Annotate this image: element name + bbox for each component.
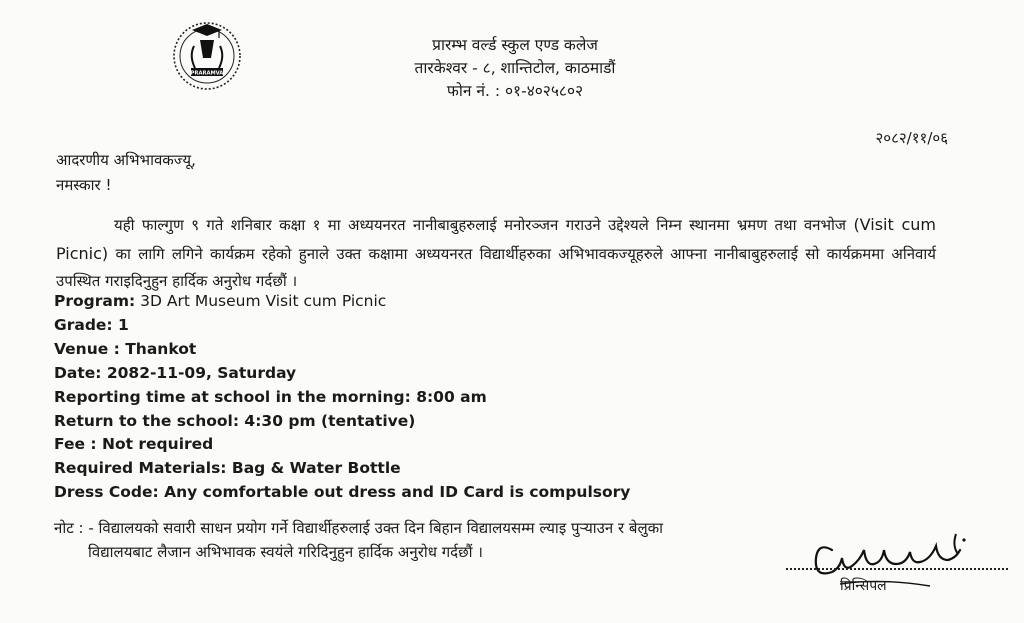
detail-row — [54, 481, 630, 505]
letter-date: २०८२/११/०६ — [875, 129, 948, 147]
detail-row — [54, 410, 630, 434]
detail-label: Grade: 1 — [54, 315, 129, 334]
detail-label: Required Materials: Bag & Water Bottle — [54, 459, 401, 478]
school-phone: फोन नं. : ०१-४०२५८०२ — [446, 82, 584, 100]
detail-label: Return to the school: 4:30 pm (tentative) — [54, 411, 416, 430]
detail-label: Fee : Not required — [54, 435, 214, 454]
school-logo — [170, 18, 244, 92]
detail-row — [54, 314, 630, 338]
salutation-line-1: आदरणीय अभिभावकज्यू, — [56, 151, 196, 169]
note-line-1: नोट : - विद्यालयको सवारी साधन प्रयोग गर्ने विद्यार्थीहरुलाई उक्त दिन बिहान विद्यालयसम्म ल्याइ पुर्‍याउन र बेलुका — [54, 519, 664, 537]
detail-row — [54, 433, 630, 457]
detail-label: Venue : Thankot — [54, 339, 197, 358]
detail-row — [54, 457, 630, 481]
detail-label: Reporting time at school in the morning: 8:00 am — [54, 387, 487, 406]
detail-row — [54, 290, 630, 314]
svg-text:PRARAMVA: PRARAMVA — [190, 70, 224, 77]
signature-label: प्रिन्सिपल — [840, 578, 887, 594]
detail-label: Program: — [54, 292, 136, 310]
detail-row — [54, 386, 630, 410]
detail-label: Dress Code: Any comfortable out dress and ID Card is compulsory — [54, 483, 631, 502]
body-text-2: का लागि लगिने कार्यक्रम रहेको हुनाले उक्त कक्षामा अध्ययनरत विद्यार्थीहरुका अभिभावकज्यूहरुले आफ्ना नानीबाबुहरुलाई सो कार्यक्रममा अनिवार्य उपस्थित गराइदिनुहुन हार्दिक अनुरोध गर्दछौं । — [56, 244, 936, 290]
body-text-1: यही फाल्गुण ९ गते शनिबार कक्षा १ मा अध्ययनरत नानीबाबुहरुलाई मनोरञ्जन गराउने उद्देश्यले निम्न स्थानमा भ्रमण तथा वनभोज — [114, 216, 854, 234]
letterhead — [350, 34, 680, 103]
detail-row — [54, 362, 630, 386]
school-address: तारकेश्वर - ८, शान्तिटोल, काठमाडौं — [414, 59, 616, 77]
detail-row — [54, 338, 630, 362]
body-paragraph — [56, 211, 936, 296]
program-details — [54, 290, 630, 505]
school-name: प्रारम्भ वर्ल्ड स्कुल एण्ड कलेज — [432, 36, 598, 54]
body-text-visit-cum-picnic: (Visit cum Picnic) — [56, 215, 936, 263]
salutation — [56, 148, 196, 198]
detail-value: 3D Art Museum Visit cum Picnic — [135, 292, 387, 310]
detail-label: Date: 2082-11-09, Saturday — [54, 363, 297, 382]
signature-line — [786, 568, 1008, 570]
salutation-line-2: नमस्कार ! — [56, 176, 112, 194]
note-line-2: विद्यालयबाट लैजान अभिभावक स्वयंले गरिदिनुहुन हार्दिक अनुरोध गर्दछौं । — [88, 543, 483, 561]
